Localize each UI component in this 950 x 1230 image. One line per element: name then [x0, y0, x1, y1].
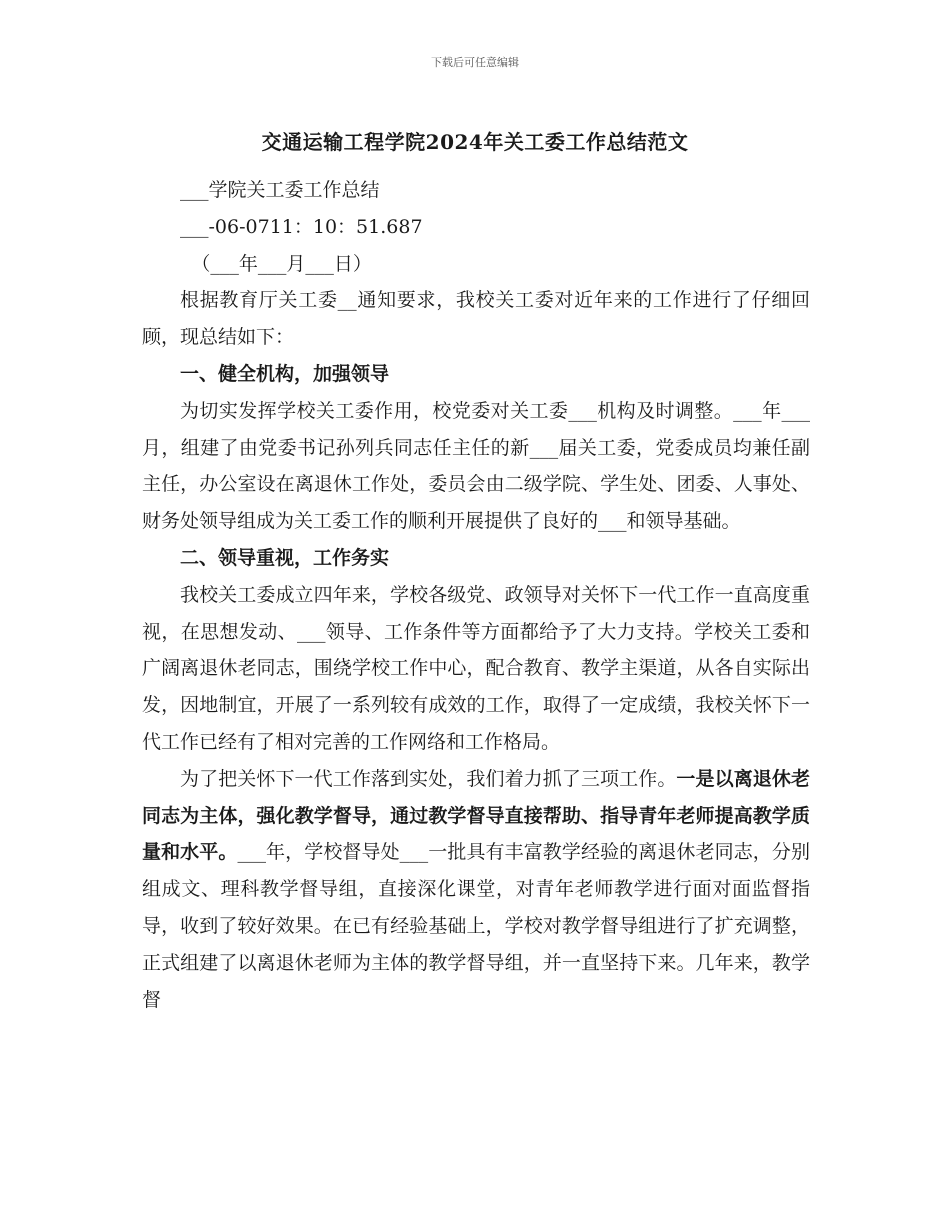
- paragraph-3-rest: ___年，学校督导处___一批具有丰富教学经验的离退休老同志，分别组成文、理科教学督导组，直接深化课堂，对青年老师教学进行面对面监督指导，收到了较好效果。在已有经验基础上，学校对教学督导组进行了扩充调整，正式组建了以离退休老师为主体的教学督导组，并一直坚持下来。几年来，教学督: [142, 841, 810, 1011]
- paragraph-3-emphasis: 一是以离退休老同志为主体，强化教学督导，通过教学督导直接帮助、指导青年老师提高教学质量和水平。: [142, 767, 810, 864]
- paragraph-3-start: 为了把关怀下一代工作落到实处，我们着力抓了三项工作。: [180, 767, 677, 790]
- subtitle-line: ___学院关工委工作总结: [180, 179, 380, 201]
- paragraph-1: 为切实发挥学校关工委作用，校党委对关工委___机构及时调整。___年___月，组建了由党委书记孙列兵同志任主任的新___届关工委，党委成员均兼任副主任，办公室设在离退休工作处，委员会由二级学院、学生处、团委、人事处、财务处领导组成为关工委工作的顺利开展提供了良好的___和领导基础。: [142, 399, 810, 533]
- date-line: （___年___月___日）: [191, 252, 372, 275]
- paragraph-3: [142, 761, 810, 1019]
- header-note: 下载后可任意编辑: [431, 56, 519, 69]
- intro-paragraph: 根据教育厅关工委__通知要求，我校关工委对近年来的工作进行了仔细回顾，现总结如下：: [142, 289, 810, 349]
- section-heading-2: 二、领导重视，工作务实: [180, 546, 390, 569]
- paragraph-2: 我校关工委成立四年来，学校各级党、政领导对关怀下一代工作一直高度重视，在思想发动、___领导、工作条件等方面都给予了大力支持。学校关工委和广阔离退休老同志，围绕学校工作中心，配合教育、教学主渠道，从各自实际出发，因地制宜，开展了一系列较有成效的工作，取得了一定成绩，我校关怀下一代工作已经有了相对完善的工作网络和工作格局。: [142, 583, 810, 753]
- timestamp-line: ___-06-0711：10：51.687: [180, 215, 423, 238]
- section-heading-1: 一、健全机构，加强领导: [180, 362, 390, 385]
- document-title: 交通运输工程学院2024年关工委工作总结范文: [261, 130, 689, 154]
- document-body: [142, 172, 810, 1018]
